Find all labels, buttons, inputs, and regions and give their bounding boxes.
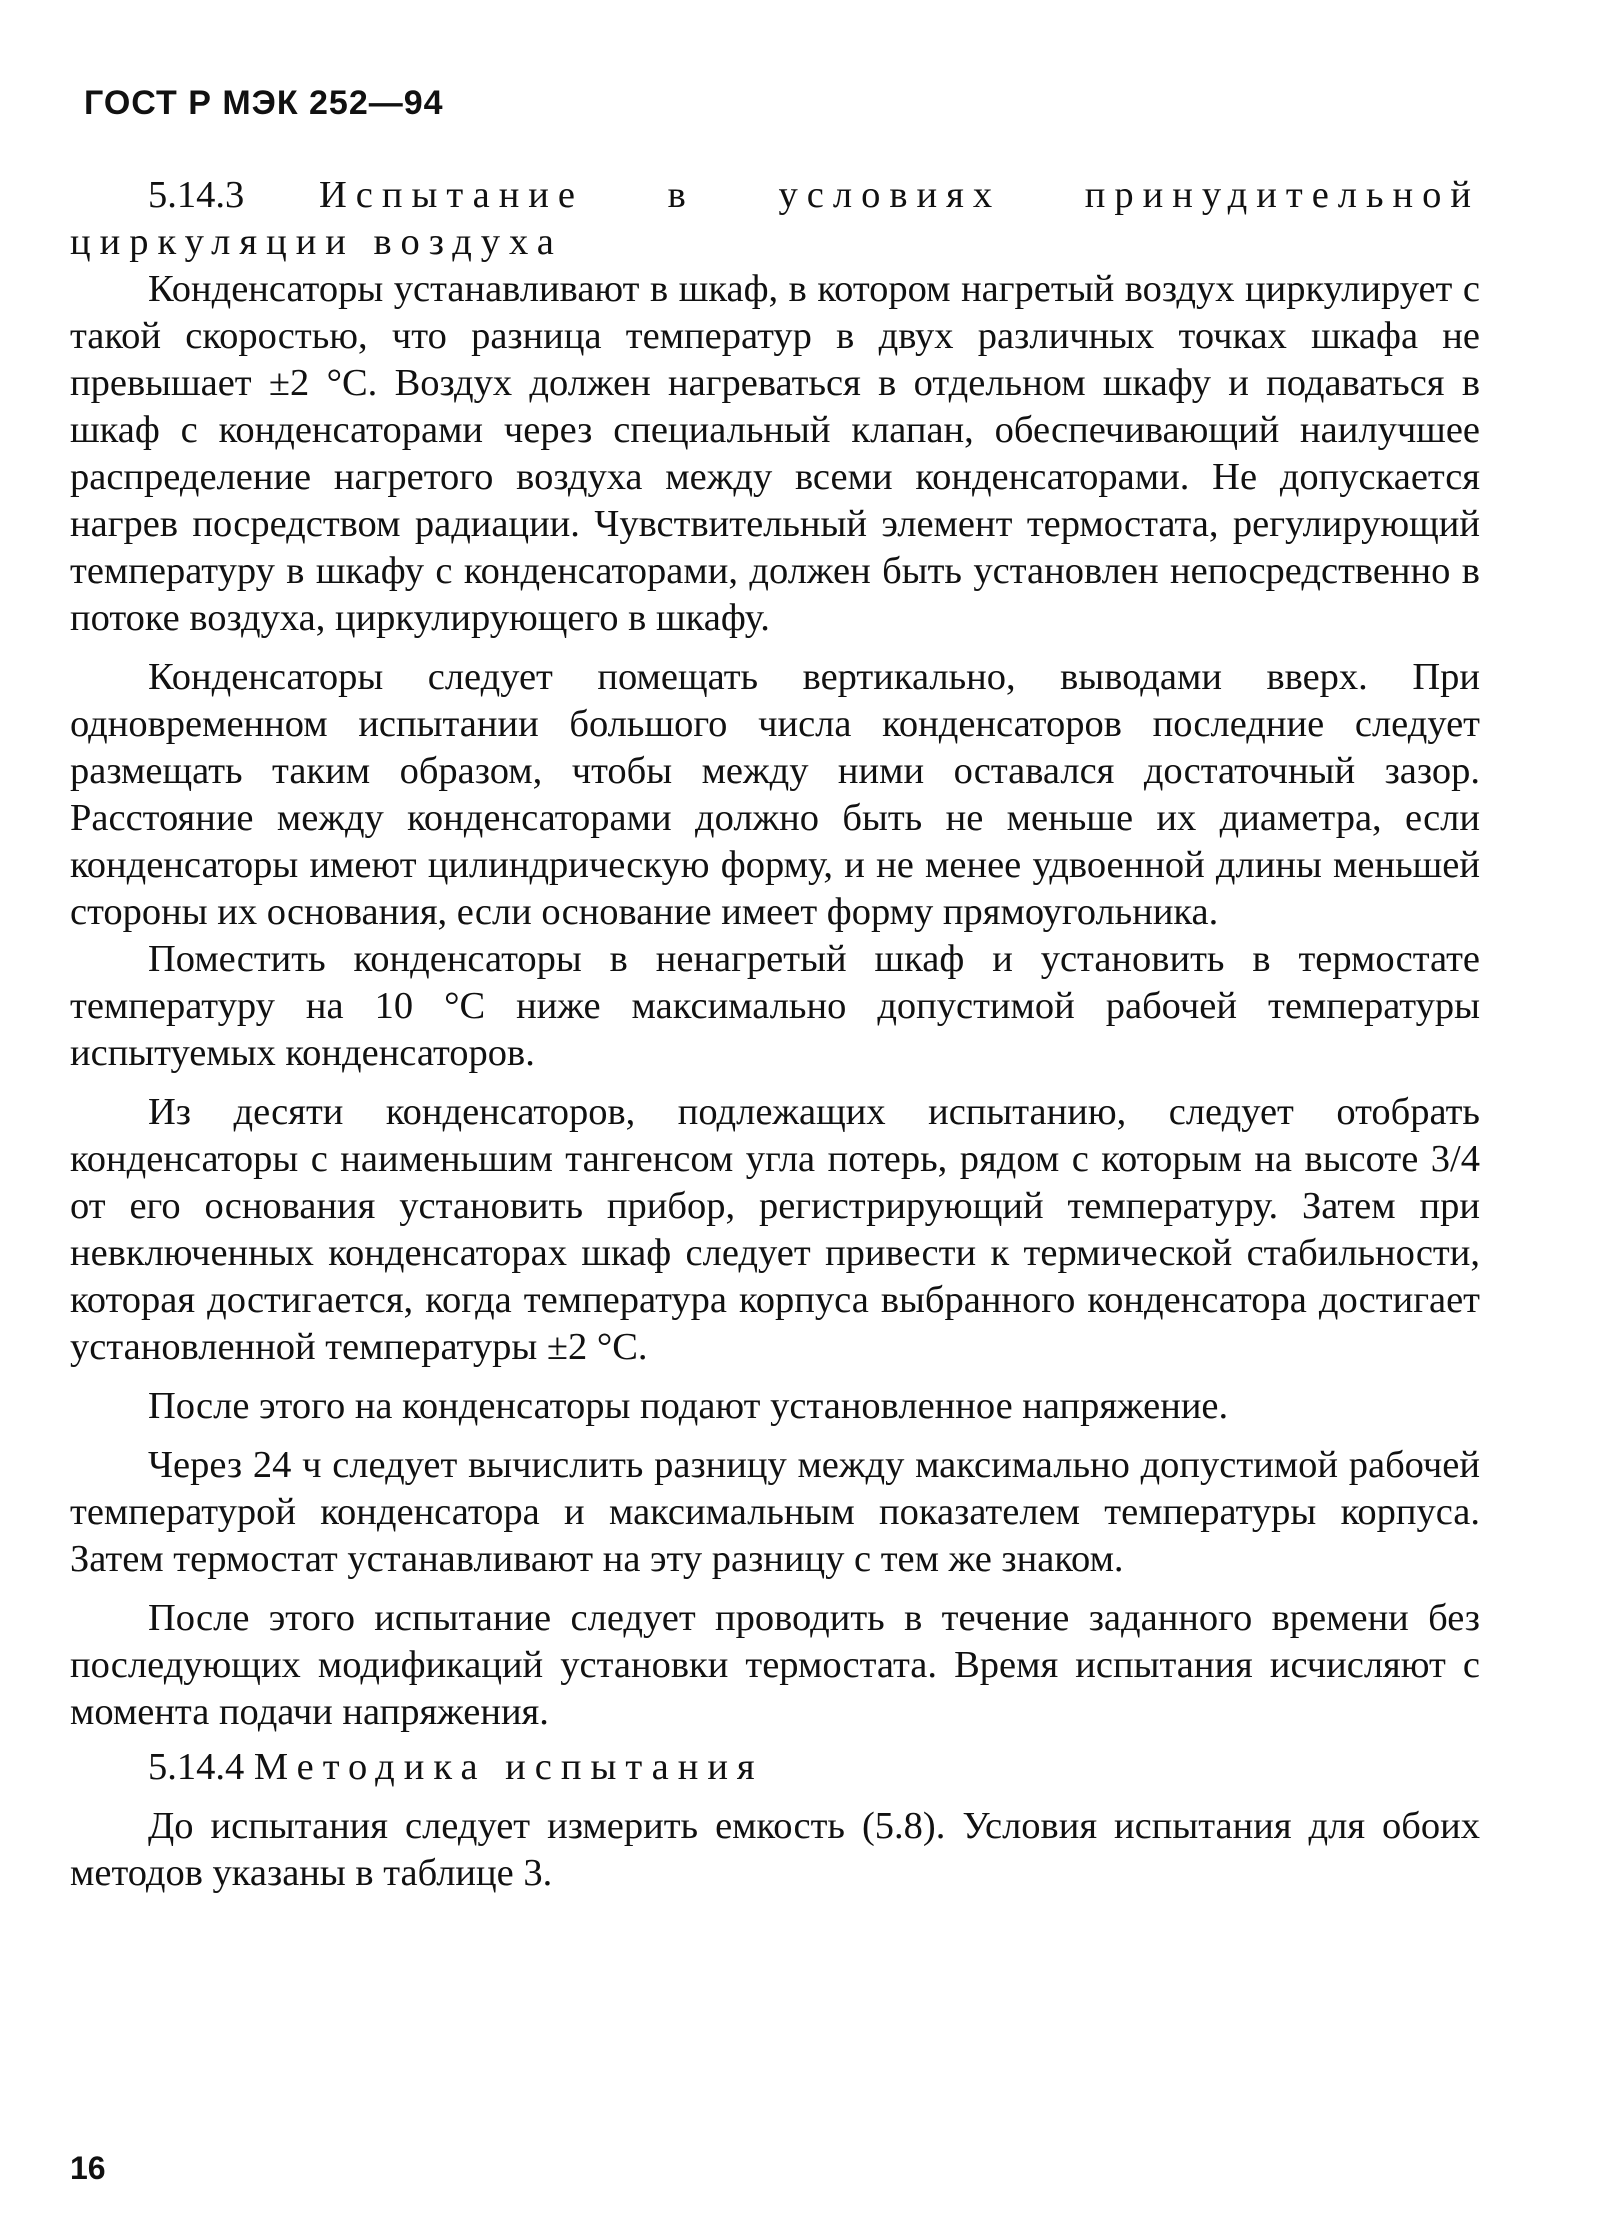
section-number: 5.14.3 <box>148 174 245 216</box>
section-title: Методика испытания <box>253 1746 764 1788</box>
section-heading-5-14-3 <box>70 172 1480 266</box>
section-heading-5-14-4 <box>70 1744 1480 1791</box>
page-content <box>70 172 1480 1897</box>
section-number: 5.14.4 <box>148 1746 245 1788</box>
paragraph: После этого испытание следует проводить в течение заданного времени без последующих модификаций установки термостата. Время испытания исчисляют с момента подачи напряжения. <box>70 1597 1480 1733</box>
section-title: Испытание в условиях принудительной циркуляции воздуха <box>70 174 1481 263</box>
paragraph: Поместить конденсаторы в ненагретый шкаф и установить в термостате температуру на 10 °С ниже максимально допустимой рабочей температуры испытуемых конденсаторов. <box>70 938 1480 1074</box>
paragraph: Конденсаторы следует помещать вертикально, выводами вверх. При одновременном испытании большого числа конденсаторов последние следует размещать таким образом, чтобы между ними оставался достаточный зазор. Расстояние между конденсаторами должно быть не меньше их диаметра, если конденсаторы имеют цилиндрическую форму, и не менее удвоенной длины меньшей стороны их основания, если основание имеет форму прямоугольника. <box>70 656 1480 933</box>
document-header: ГОСТ Р МЭК 252—94 <box>84 84 444 122</box>
page-number: 16 <box>70 2150 106 2186</box>
paragraph: После этого на конденсаторы подают установленное напряжение. <box>148 1385 1229 1427</box>
paragraph: Из десяти конденсаторов, подлежащих испытанию, следует отобрать конденсаторы с наименьшим тангенсом угла потерь, рядом с которым на высоте 3/4 от его основания установить прибор, регистрирующий температуру. Затем при невключенных конденсаторах шкаф следует привести к термической стабильности, которая достигается, когда температура корпуса выбранного конденсатора достигает установленной температуры ±2 °С. <box>70 1091 1480 1368</box>
paragraph: Через 24 ч следует вычислить разницу между максимально допустимой рабочей температурой конденсатора и максимальным показателем температуры корпуса. Затем термостат устанавливают на эту разницу с тем же знаком. <box>70 1444 1480 1580</box>
paragraph: До испытания следует измерить емкость (5.8). Условия испытания для обоих методов указаны в таблице 3. <box>70 1805 1480 1894</box>
paragraph: Конденсаторы устанавливают в шкаф, в котором нагретый воздух циркулирует с такой скоростью, что разница температур в двух различных точках шкафа не превышает ±2 °С. Воздух должен нагреваться в отдельном шкафу и подаваться в шкаф с конденсаторами через специальный клапан, обеспечивающий наилучшее распределение нагретого воздуха между всеми конденсаторами. Не допускается нагрев посредством радиации. Чувствительный элемент термостата, регулирующий температуру в шкафу с конденсаторами, должен быть установлен непосредственно в потоке воздуха, циркулирующего в шкафу. <box>70 268 1480 639</box>
